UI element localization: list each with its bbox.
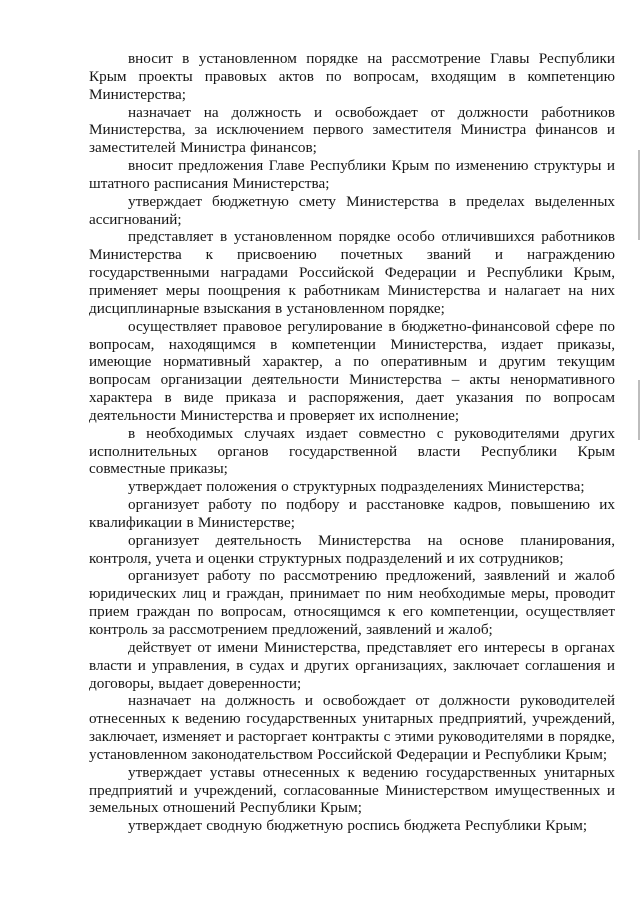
paragraph-planning-control: организует деятельность Министерства на основе планирования, контроля, учета и оценки структурных подразделений и их сотрудников;: [89, 531, 615, 567]
paragraph-joint-orders: в необходимых случаях издает совместно с руководителями других исполнительных органов государственной власти Республики Крым совместные приказы;: [89, 424, 615, 478]
paragraph-budget-schedule: утверждает сводную бюджетную роспись бюджета Республики Крым;: [128, 817, 588, 835]
paragraph-structure-proposals: вносит предложения Главе Республики Крым по изменению структуры и штатного расписания Министерства;: [89, 157, 615, 192]
paragraph-enterprise-charters: утверждает уставы отнесенных к ведению государственных унитарных предприятий и учреждений, согласованные Министерством имущественных и земельных отношений Республики Крым;: [89, 763, 615, 817]
paragraph-representation: действует от имени Министерства, представляет его интересы в органах власти и управления, в судах и других организациях, заключает соглашения и договоры, выдает доверенности;: [89, 638, 615, 692]
document-body: [89, 50, 615, 835]
paragraph-submit-draft-acts: вносит в установленном порядке на рассмотрение Главы Республики Крым проекты правовых актов по вопросам, входящим в компетенцию Министерства;: [89, 50, 615, 103]
paragraph-citizen-appeals: организует работу по рассмотрению предложений, заявлений и жалоб юридических лиц и граждан, принимает по ним необходимые меры, проводит прием граждан по вопросам, относящимся к его компетенции, осуществляет контроль за рассмотрением предложений, заявлений и жалоб;: [89, 567, 615, 638]
paragraph-awards-and-discipline: представляет в установленном порядке особо отличившихся работников Министерства к присвоению почетных званий и награждению государственными наградами Российской Федерации и Республики Крым, применяет меры поощрения к работникам Министерства и налагает на них дисциплинарные взыскания в установленном порядке;: [89, 228, 615, 317]
paragraph-unit-regulations: утверждает положения о структурных подразделениях Министерства;: [128, 478, 585, 496]
paragraph-legal-regulation: осуществляет правовое регулирование в бюджетно-финансовой сфере по вопросам, находящимся в компетенции Министерства, издает приказы, имеющие нормативный характер, а по оперативным и другим текущим вопросам организации деятельности Министерства – акты ненормативного характера в виде приказа и распоряжения, дает указания по вопросам деятельности Министерства и проверяет их исполнение;: [89, 317, 615, 424]
paragraph-appoint-employees: назначает на должность и освобождает от должности работников Министерства, за исключением первого заместителя Министра финансов и заместителей Министра финансов;: [89, 103, 615, 157]
paragraph-budget-estimate: утверждает бюджетную смету Министерства в пределах выделенных ассигнований;: [89, 192, 615, 228]
paragraph-staffing: организует работу по подбору и расстановке кадров, повышению их квалификации в Министерстве;: [89, 496, 615, 531]
paragraph-enterprise-heads: назначает на должность и освобождает от должности руководителей отнесенных к ведению государственных унитарных предприятий, учреждений, заключает, изменяет и расторгает контракты с этими руководителями в порядке, установленном законодательством Российской Федерации и Республики Крым;: [89, 692, 615, 763]
